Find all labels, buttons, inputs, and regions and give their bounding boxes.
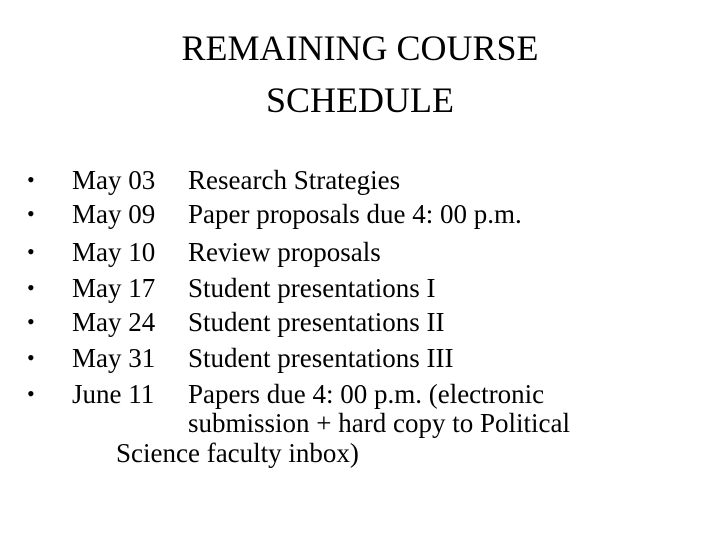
schedule-item [0, 163, 720, 197]
schedule-item [0, 197, 720, 231]
schedule-date: June 11 [72, 379, 155, 409]
schedule-description: Student presentations I [188, 273, 436, 303]
slide-title-line-1: REMAINING COURSE [181, 28, 539, 68]
slide-title-line-2: SCHEDULE [266, 80, 454, 120]
schedule-date: May 24 [72, 307, 156, 337]
bullet-icon: • [27, 309, 35, 334]
schedule-description: Student presentations III [188, 343, 454, 373]
schedule-description: Student presentations II [188, 307, 445, 337]
schedule-description-continued: Science faculty inbox) [116, 438, 359, 468]
bullet-icon: • [27, 167, 35, 192]
bullet-icon: • [27, 239, 35, 264]
schedule-date: May 03 [72, 165, 156, 195]
schedule-item [0, 305, 720, 339]
bullet-icon: • [27, 275, 35, 300]
schedule-item [0, 235, 720, 269]
schedule-date: May 09 [72, 199, 156, 229]
schedule-date: May 10 [72, 237, 156, 267]
schedule-date: May 17 [72, 273, 156, 303]
schedule-description: Papers due 4: 00 p.m. (electronic [188, 379, 545, 409]
bullet-icon: • [27, 381, 35, 406]
schedule-date: May 31 [72, 343, 156, 373]
schedule-description-continued: submission + hard copy to Political [188, 408, 570, 438]
bullet-icon: • [27, 345, 35, 370]
schedule-description: Paper proposals due 4: 00 p.m. [188, 199, 522, 229]
schedule-item [0, 271, 720, 305]
bullet-icon: • [27, 201, 35, 226]
schedule-description: Review proposals [188, 237, 381, 267]
schedule-description: Research Strategies [188, 165, 401, 195]
schedule-item [0, 341, 720, 375]
